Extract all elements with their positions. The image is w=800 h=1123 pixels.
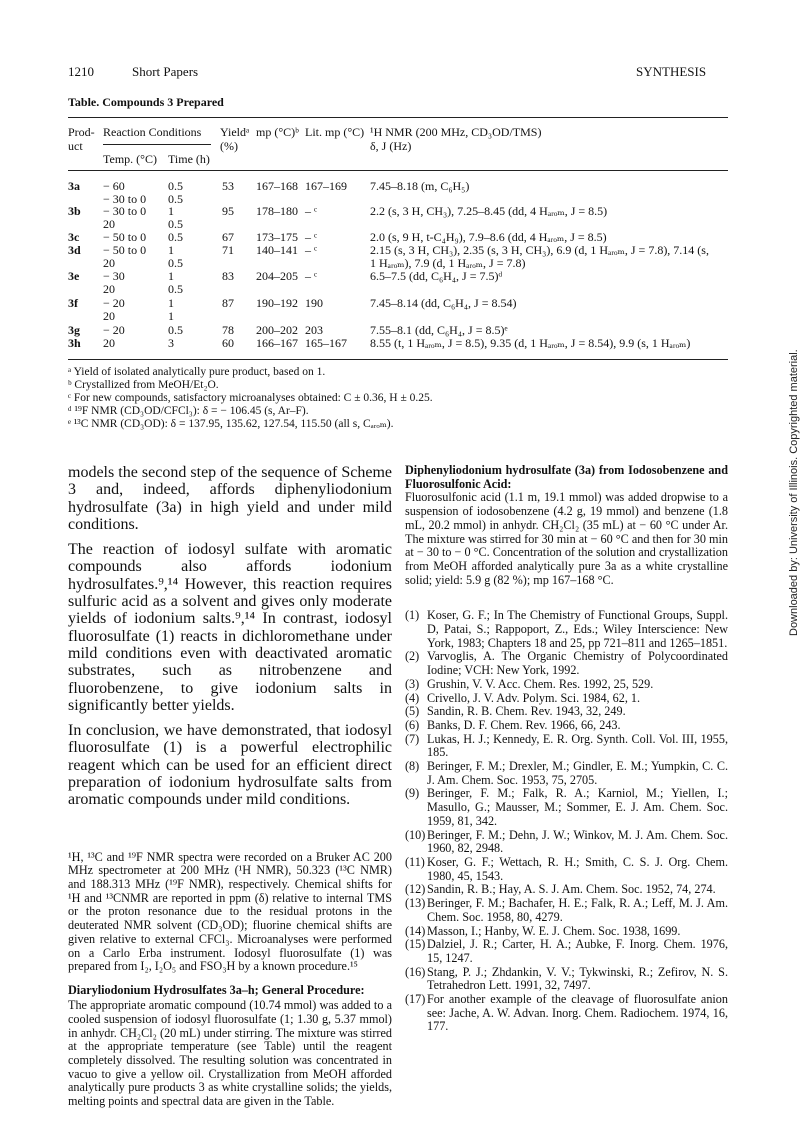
- paragraph-3: In conclusion, we have demonstrated, that iodosyl fluorosulfate (1) is a powerful electrophilic reagent which can be used for an efficient direct preparation of iodonium hydrosulfate salts from aromatic compounds under mild conditions.: [68, 722, 392, 809]
- reference-number: (9): [405, 786, 420, 801]
- cell-yield: 95: [222, 204, 234, 218]
- reference-number: (1): [405, 608, 420, 623]
- footnote-a: ᵃ Yield of isolated analytically pure product, based on 1.: [68, 366, 326, 378]
- header-nmr-units: δ, J (Hz): [370, 139, 412, 153]
- cell-nmr: 8.55 (t, 1 Hₐᵣₒₘ, J = 8.5), 9.35 (d, 1 Hₐᵣₒₘ, J = 8.54), 9.9 (s, 1 Hₐᵣₒₘ): [370, 336, 691, 350]
- right-column: [405, 464, 728, 1034]
- reference-number: (13): [405, 896, 426, 911]
- cell-product: 3h: [68, 336, 81, 350]
- cell-nmr: 2.0 (s, 9 H, t-C₄H₉), 7.9–8.6 (dd, 4 Hₐᵣₒₘ, J = 8.5): [370, 230, 607, 244]
- footnote-e: ᵉ ¹³C NMR (CD₃OD): δ = 137.95, 135.62, 127.54, 115.50 (all s, Cₐᵣₒₘ).: [68, 418, 394, 430]
- cell-temp: − 50 to 0 20: [103, 243, 147, 270]
- reference-number: (16): [405, 964, 426, 979]
- cell-product: 3f: [68, 296, 78, 310]
- references-list: [405, 609, 728, 1034]
- header-reaction-conditions: Reaction Conditions: [103, 125, 202, 139]
- reference-item: [405, 966, 728, 993]
- reference-number: (17): [405, 992, 426, 1007]
- reference-text: Banks, D. F. Chem. Rev. 1966, 66, 243.: [427, 717, 621, 732]
- cell-mp: 190–192: [256, 296, 298, 310]
- reference-text: Koser, G. F.; Wettach, R. H.; Smith, C. S. J. Org. Chem. 1980, 45, 1543.: [427, 854, 728, 883]
- cell-nmr: 7.45–8.18 (m, C₆H₅): [370, 179, 470, 193]
- general-procedure-text: The appropriate aromatic compound (10.74 mmol) was added to a cooled suspension of iodosyl fluorosulfate (1; 1.30 g, 5.37 mmol) in anhydr. CH₂Cl₂ (20 mL) under stirring. The mixture was stirred at the appropriate temperature (see Table) until the reagent completely dissolved. The resulting solution was concentrated in vacuo to give a yellow oil. Crystallization from MeOH afforded analytically pure products 3 as white crystalline solids; the yields, melting points and spectral data are given in the Table.: [68, 998, 392, 1109]
- cell-lit-mp: – ᶜ: [305, 243, 318, 257]
- reference-text: Stang, P. J.; Zhdankin, V. V.; Tykwinski, R.; Zefirov, N. S. Tetrahedron Lett. 1991, 32, 7497.: [427, 964, 728, 993]
- cell-product: 3a: [68, 179, 80, 193]
- cell-mp: 178–180: [256, 204, 298, 218]
- cell-mp: 204–205: [256, 269, 298, 283]
- cell-mp: 166–167: [256, 336, 298, 350]
- reference-item: [405, 705, 728, 719]
- procedure-3a-text: Fluorosulfonic acid (1.1 m, 19.1 mmol) was added dropwise to a suspension of iodosobenzene (4.2 g, 19 mmol) and benzene (1.8 mL, 20.2 mmol) in anhydr. CH₂Cl₂ (35 mL) at − 60 °C under Ar. The mixture was stirred for 30 min at − 60 °C and then for 30 min at − 30 to − 0 °C. Concentration of the solution and crystallization from MeOH afforded analytically pure 3a as a white crystalline solid; yield: 5.9 g (82 %); mp 167–168 °C.: [405, 490, 728, 587]
- cell-nmr: 7.55–8.1 (dd, C₆H₄, J = 8.5)ᵉ: [370, 323, 508, 337]
- left-column: [68, 464, 392, 1109]
- reference-item: [405, 938, 728, 965]
- cell-temp: − 30 to 0 20: [103, 204, 147, 231]
- reference-item: [405, 733, 728, 760]
- cell-mp: 200–202: [256, 323, 298, 337]
- cell-nmr: 2.2 (s, 3 H, CH₃), 7.25–8.45 (dd, 4 Hₐᵣₒₘ, J = 8.5): [370, 204, 608, 218]
- cell-temp: − 50 to 0: [103, 230, 147, 244]
- reference-number: (3): [405, 676, 420, 691]
- reference-text: Crivello, J. V. Adv. Polym. Sci. 1984, 62, 1.: [427, 690, 641, 705]
- reference-text: Grushin, V. V. Acc. Chem. Res. 1992, 25, 529.: [427, 676, 654, 691]
- cell-product: 3e: [68, 269, 80, 283]
- page-number: 1210: [68, 64, 94, 79]
- reference-number: (5): [405, 704, 420, 719]
- reference-item: [405, 897, 728, 924]
- cell-time: 0.5: [168, 230, 183, 244]
- cell-temp: − 60 − 30 to 0: [103, 179, 147, 206]
- cell-product: 3c: [68, 230, 80, 244]
- cell-mp: 167–168: [256, 179, 298, 193]
- reference-item: [405, 650, 728, 677]
- reference-number: (15): [405, 937, 426, 952]
- table-bottom-rule: [68, 359, 728, 360]
- cell-time: 1 0.5: [168, 243, 183, 270]
- procedure-3a-title: Diphenyliodonium hydrosulfate (3a) from Iodosobenzene and Fluorosulfonic Acid:: [405, 463, 728, 491]
- reference-text: Varvoglis, A. The Organic Chemistry of Polycoordinated Iodine; VCH: New York, 1992.: [427, 649, 728, 678]
- reference-item: [405, 856, 728, 883]
- reference-text: Lukas, H. J.; Kennedy, E. R. Org. Synth. Coll. Vol. III, 1955, 185.: [427, 731, 728, 760]
- cell-time: 0.5 0.5: [168, 179, 183, 206]
- reference-number: (6): [405, 717, 420, 732]
- paragraph-2: The reaction of iodosyl sulfate with aromatic compounds also affords iodonium hydrosulfates.⁹,¹⁴ However, this reaction requires sulfuric acid as a solvent and gives only moderate yields of iodonium salts.⁹,¹⁴ In contrast, iodosyl fluorosulfate (1) reacts in dichloromethane under mild conditions even with deactivated aromatic substrates, such as nitrobenzene and fluorobenzene, to give iodonium salts in significantly better yields.: [68, 541, 392, 714]
- reference-text: Beringer, F. M.; Drexler, M.; Gindler, E. M.; Yumpkin, C. C. J. Am. Chem. Soc. 1953, 75, 2705.: [427, 759, 728, 787]
- experimental-text: ¹H, ¹³C and ¹⁹F NMR spectra were recorded on a Bruker AC 200 MHz spectrometer at 200 MHz (¹H NMR), 50.323 (¹³C NMR) and 188.313 MHz (¹⁹F NMR), respectively. Chemical shifts for ¹H and ¹³CNMR are reported in ppm (δ) relative to internal TMS or the proton resonance due to the residual protons in the deuterated NMR solvent (CD₃OD); fluorine chemical shifts are given relative to external CFCl₃. Microanalyses were performed on a Carlo Erba instrument. Iodosyl fluorosulfate (1) was prepared from I₂, I₂O₅ and FSO₃H by a known procedure.¹⁵: [68, 849, 392, 974]
- table-header-rule: [68, 170, 728, 171]
- reference-text: For another example of the cleavage of fluorosulfate anion see: Jache, A. W. Advan. Inorg. Chem. Radiochem. 1974, 16, 177.: [427, 992, 728, 1034]
- reference-item: [405, 925, 728, 939]
- cell-yield: 60: [222, 336, 234, 350]
- download-watermark: Downloaded by: University of Illinois. Copyrighted material.: [788, 349, 800, 636]
- reference-text: Dalziel, J. R.; Carter, H. A.; Aubke, F. Inorg. Chem. 1976, 15, 1247.: [427, 937, 728, 965]
- cell-time: 0.5: [168, 323, 183, 337]
- cell-time: 3: [168, 336, 174, 350]
- cell-yield: 83: [222, 269, 234, 283]
- table-top-rule: [68, 117, 728, 118]
- reference-item: [405, 678, 728, 692]
- cell-mp: 173–175: [256, 230, 298, 244]
- cell-time: 1 0.5: [168, 269, 183, 296]
- footnote-b: ᵇ Crystallized from MeOH/Et₂O.: [68, 379, 219, 391]
- cell-nmr: 2.15 (s, 3 H, CH₃), 2.35 (s, 3 H, CH₃), 6.9 (d, 1 Hₐᵣₒₘ, J = 7.8), 7.14 (s, 1 Hₐᵣₒₘ), 7.9 (d, 1 Hₐᵣₒₘ, J = 7.8): [370, 243, 709, 270]
- reference-item: [405, 787, 728, 828]
- header-lit-mp: Lit. mp (°C): [305, 125, 365, 139]
- reference-item: [405, 883, 728, 897]
- cell-yield: 87: [222, 296, 234, 310]
- cell-yield: 78: [222, 323, 234, 337]
- cell-product: 3g: [68, 323, 80, 337]
- reference-number: (4): [405, 690, 420, 705]
- cell-temp: − 20 20: [103, 296, 125, 323]
- reference-text: Masson, I.; Hanby, W. E. J. Chem. Soc. 1938, 1699.: [427, 923, 681, 938]
- cell-lit-mp: – ᶜ: [305, 204, 318, 218]
- reference-number: (7): [405, 731, 420, 746]
- cell-mp: 140–141: [256, 243, 298, 257]
- cell-yield: 67: [222, 230, 234, 244]
- cell-product: 3b: [68, 204, 81, 218]
- cell-lit-mp: 190: [305, 296, 323, 310]
- cell-yield: 71: [222, 243, 234, 257]
- paragraph-1: models the second step of the sequence of Scheme 3 and, indeed, affords diphenyliodonium hydrosulfate (3a) in high yield and under mild conditions.: [68, 464, 392, 533]
- reference-number: (14): [405, 923, 426, 938]
- header-subrule: [103, 144, 211, 145]
- journal-name: SYNTHESIS: [636, 64, 707, 79]
- header-product: Prod- uct: [68, 125, 95, 153]
- header-time: Time (h): [168, 152, 210, 166]
- cell-lit-mp: – ᶜ: [305, 230, 318, 244]
- reference-item: [405, 719, 728, 733]
- reference-item: [405, 829, 728, 856]
- reference-text: Beringer, F. M.; Bachafer, H. E.; Falk, R. A.; Leff, M. J. Am. Chem. Soc. 1958, 80, 4279.: [427, 896, 728, 924]
- cell-product: 3d: [68, 243, 81, 257]
- reference-number: (8): [405, 759, 420, 774]
- cell-lit-mp: – ᶜ: [305, 269, 318, 283]
- cell-time: 1 0.5: [168, 204, 183, 231]
- cell-nmr: 6.5–7.5 (dd, C₆H₄, J = 7.5)ᵈ: [370, 269, 503, 283]
- general-procedure-title: Diaryliodonium Hydrosulfates 3a–h; General Procedure:: [68, 982, 365, 997]
- reference-text: Beringer, F. M.; Dehn, J. W.; Winkov, M. J. Am. Chem. Soc. 1960, 82, 2948.: [427, 827, 728, 856]
- header-temp: Temp. (°C): [103, 152, 157, 166]
- reference-number: (10): [405, 827, 426, 842]
- reference-text: Sandin, R. B.; Hay, A. S. J. Am. Chem. Soc. 1952, 74, 274.: [427, 882, 716, 897]
- cell-temp: − 30 20: [103, 269, 125, 296]
- footnote-c: ᶜ For new compounds, satisfactory microanalyses obtained: C ± 0.36, H ± 0.25.: [68, 392, 433, 404]
- header-yield: Yieldᵃ (%): [220, 125, 250, 153]
- cell-time: 1 1: [168, 296, 174, 323]
- reference-item: [405, 692, 728, 706]
- reference-item: [405, 993, 728, 1034]
- reference-text: Koser, G. F.; In The Chemistry of Functional Groups, Suppl. D, Patai, S.; Rappoport, Z., Eds.; Wiley Interscience: New York, 1983; Chapters 18 and 25, pp 721–811 and 1265–1851.: [427, 608, 728, 650]
- reference-number: (11): [405, 854, 425, 869]
- reference-text: Sandin, R. B. Chem. Rev. 1943, 32, 249.: [427, 704, 626, 719]
- header-nmr: ¹H NMR (200 MHz, CD₃OD/TMS): [370, 125, 542, 139]
- header-mp: mp (°C)ᵇ: [256, 125, 299, 139]
- reference-item: [405, 609, 728, 650]
- cell-lit-mp: 203: [305, 323, 323, 337]
- cell-lit-mp: 165–167: [305, 336, 347, 350]
- reference-item: [405, 760, 728, 787]
- cell-lit-mp: 167–169: [305, 179, 347, 193]
- cell-temp: − 20: [103, 323, 125, 337]
- cell-nmr: 7.45–8.14 (dd, C₆H₄, J = 8.54): [370, 296, 517, 310]
- reference-number: (2): [405, 649, 420, 664]
- reference-number: (12): [405, 882, 426, 897]
- footnote-d: ᵈ ¹⁹F NMR (CD₃OD/CFCl₃): δ = − 106.45 (s, Ar–F).: [68, 405, 309, 417]
- cell-temp: 20: [103, 336, 115, 350]
- table-title: Table. Compounds 3 Prepared: [68, 95, 224, 109]
- section-label: Short Papers: [132, 64, 199, 79]
- cell-yield: 53: [222, 179, 234, 193]
- reference-text: Beringer, F. M.; Falk, R. A.; Karniol, M.; Yiellen, I.; Masullo, G.; Mausser, M.; Sommer, E. J. Am. Chem. Soc. 1959, 81, 342.: [427, 786, 728, 828]
